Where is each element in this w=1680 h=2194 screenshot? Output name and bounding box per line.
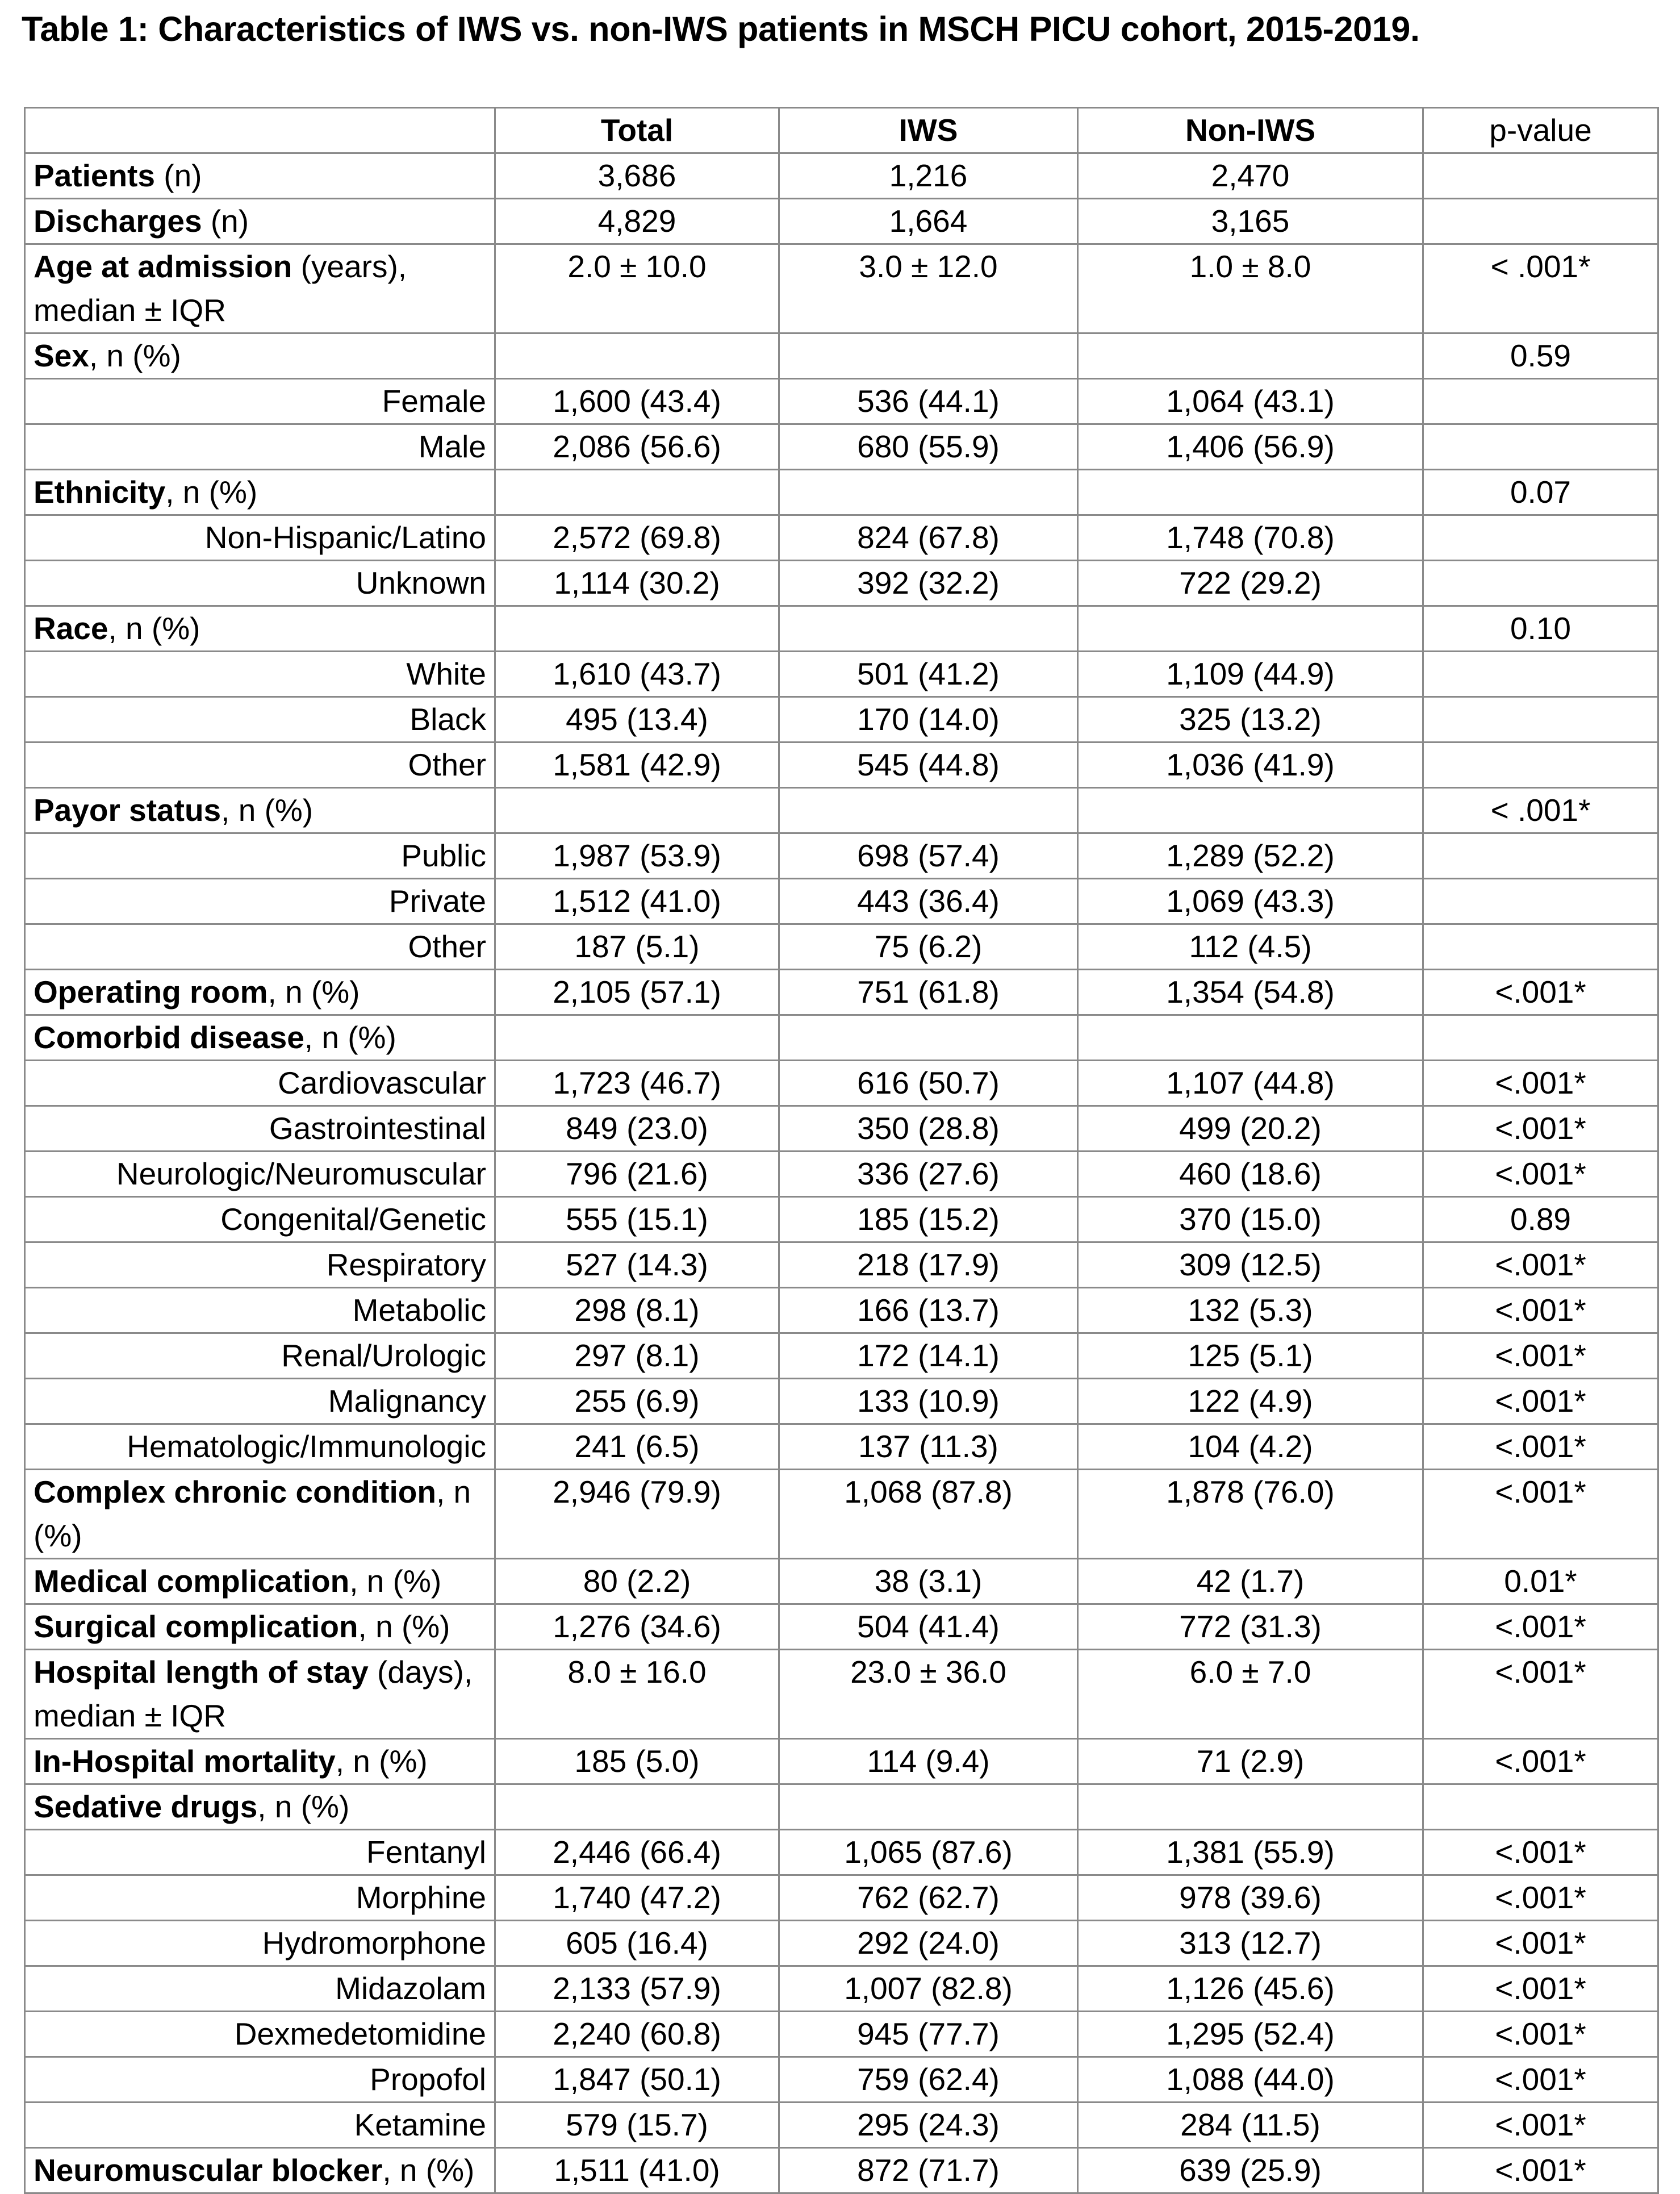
- header-cell-p-value: p-value: [1423, 108, 1658, 153]
- row-label: [25, 1559, 495, 1604]
- table-row: [25, 1197, 1658, 1242]
- cell-iws: [779, 470, 1078, 515]
- cell-p-value: [1423, 652, 1658, 697]
- cell-iws: 392 (32.2): [779, 561, 1078, 606]
- cell-total: 2,446 (66.4): [495, 1830, 779, 1875]
- table-title: Table 1: Characteristics of IWS vs. non-IWS patients in MSCH PICU cohort, 2015-2019.: [22, 10, 1420, 48]
- cell-iws: 292 (24.0): [779, 1921, 1078, 1966]
- cell-p-value: [1423, 424, 1658, 470]
- cell-p-value: 0.01*: [1423, 1559, 1658, 1604]
- cell-iws: 23.0 ± 36.0: [779, 1650, 1078, 1739]
- row-sublabel: Morphine: [25, 1875, 495, 1921]
- row-label-bold: Age at admission: [34, 249, 292, 284]
- cell-p-value: <.001*: [1423, 2148, 1658, 2193]
- table-row: [25, 379, 1658, 424]
- header-cell-non-iws: Non-IWS: [1078, 108, 1423, 153]
- cell-non-iws: 1,354 (54.8): [1078, 970, 1423, 1015]
- row-sublabel: Midazolam: [25, 1966, 495, 2012]
- cell-total: 1,610 (43.7): [495, 652, 779, 697]
- table-row: [25, 1152, 1658, 1197]
- row-sublabel: Fentanyl: [25, 1830, 495, 1875]
- row-sublabel: Metabolic: [25, 1288, 495, 1333]
- cell-iws: 872 (71.7): [779, 2148, 1078, 2193]
- table-row: [25, 1015, 1658, 1061]
- cell-total: 255 (6.9): [495, 1379, 779, 1424]
- cell-total: [495, 1015, 779, 1061]
- cell-non-iws: 325 (13.2): [1078, 697, 1423, 743]
- cell-total: 495 (13.4): [495, 697, 779, 743]
- row-label-bold: Discharges: [34, 203, 202, 239]
- cell-p-value: <.001*: [1423, 1650, 1658, 1739]
- row-sublabel: White: [25, 652, 495, 697]
- row-label-bold: In-Hospital mortality: [34, 1743, 336, 1779]
- cell-non-iws: 1,295 (52.4): [1078, 2012, 1423, 2057]
- row-label-bold: Complex chronic condition: [34, 1474, 436, 1509]
- table-row: [25, 1470, 1658, 1559]
- row-label-detail: , n (%): [358, 1609, 450, 1644]
- cell-total: 1,581 (42.9): [495, 743, 779, 788]
- cell-p-value: <.001*: [1423, 1061, 1658, 1106]
- row-label-detail: , n (%): [349, 1563, 442, 1599]
- cell-total: 2.0 ± 10.0: [495, 244, 779, 333]
- cell-iws: 185 (15.2): [779, 1197, 1078, 1242]
- row-label: [25, 788, 495, 833]
- cell-p-value: <.001*: [1423, 1288, 1658, 1333]
- cell-non-iws: 370 (15.0): [1078, 1197, 1423, 1242]
- cell-non-iws: 1,878 (76.0): [1078, 1470, 1423, 1559]
- cell-iws: 170 (14.0): [779, 697, 1078, 743]
- cell-p-value: <.001*: [1423, 1424, 1658, 1470]
- cell-iws: 824 (67.8): [779, 515, 1078, 561]
- row-sublabel: Private: [25, 879, 495, 924]
- cell-iws: 1,664: [779, 199, 1078, 244]
- row-label: [25, 470, 495, 515]
- row-label-bold: Operating room: [34, 974, 268, 1010]
- row-sublabel: Gastrointestinal: [25, 1106, 495, 1152]
- cell-iws: 166 (13.7): [779, 1288, 1078, 1333]
- cell-total: 297 (8.1): [495, 1333, 779, 1379]
- row-label-bold: Race: [34, 611, 108, 646]
- row-sublabel: Other: [25, 743, 495, 788]
- cell-non-iws: 309 (12.5): [1078, 1242, 1423, 1288]
- row-sublabel: Male: [25, 424, 495, 470]
- row-label-bold: Payor status: [34, 792, 222, 828]
- table-row: [25, 1966, 1658, 2012]
- cell-iws: 945 (77.7): [779, 2012, 1078, 2057]
- row-sublabel: Unknown: [25, 561, 495, 606]
- cell-p-value: 0.07: [1423, 470, 1658, 515]
- cell-non-iws: [1078, 1784, 1423, 1830]
- row-label-bold: Neuromuscular blocker: [34, 2153, 383, 2188]
- cell-p-value: [1423, 697, 1658, 743]
- cell-total: 4,829: [495, 199, 779, 244]
- cell-iws: 1,065 (87.6): [779, 1830, 1078, 1875]
- cell-total: 1,723 (46.7): [495, 1061, 779, 1106]
- cell-total: 1,847 (50.1): [495, 2057, 779, 2103]
- cell-total: 2,086 (56.6): [495, 424, 779, 470]
- cell-total: 2,946 (79.9): [495, 1470, 779, 1559]
- cell-non-iws: 722 (29.2): [1078, 561, 1423, 606]
- table-body: [25, 153, 1658, 2193]
- cell-p-value: <.001*: [1423, 2103, 1658, 2148]
- table-row: [25, 1242, 1658, 1288]
- table-row: [25, 1921, 1658, 1966]
- cell-non-iws: 313 (12.7): [1078, 1921, 1423, 1966]
- row-label-detail: , n (%): [382, 2153, 475, 2188]
- table-row: [25, 153, 1658, 199]
- cell-p-value: < .001*: [1423, 788, 1658, 833]
- cell-non-iws: 460 (18.6): [1078, 1152, 1423, 1197]
- cell-total: [495, 788, 779, 833]
- cell-non-iws: 639 (25.9): [1078, 2148, 1423, 2193]
- cell-non-iws: 2,470: [1078, 153, 1423, 199]
- cell-total: 298 (8.1): [495, 1288, 779, 1333]
- row-sublabel: Neurologic/Neuromuscular: [25, 1152, 495, 1197]
- cell-p-value: [1423, 1015, 1658, 1061]
- cell-iws: 38 (3.1): [779, 1559, 1078, 1604]
- cell-non-iws: 1,381 (55.9): [1078, 1830, 1423, 1875]
- cell-p-value: <.001*: [1423, 1830, 1658, 1875]
- cell-non-iws: 284 (11.5): [1078, 2103, 1423, 2148]
- cell-total: 2,133 (57.9): [495, 1966, 779, 2012]
- cell-non-iws: 42 (1.7): [1078, 1559, 1423, 1604]
- row-sublabel: Ketamine: [25, 2103, 495, 2148]
- row-sublabel: Hydromorphone: [25, 1921, 495, 1966]
- cell-total: 1,512 (41.0): [495, 879, 779, 924]
- cell-p-value: <.001*: [1423, 1921, 1658, 1966]
- row-label-bold: Sedative drugs: [34, 1789, 258, 1824]
- cell-non-iws: 132 (5.3): [1078, 1288, 1423, 1333]
- row-sublabel: Other: [25, 924, 495, 970]
- cell-p-value: <.001*: [1423, 1379, 1658, 1424]
- cell-total: 3,686: [495, 153, 779, 199]
- cell-total: 2,572 (69.8): [495, 515, 779, 561]
- table-row: [25, 970, 1658, 1015]
- cell-p-value: [1423, 924, 1658, 970]
- row-sublabel: Propofol: [25, 2057, 495, 2103]
- row-label: [25, 970, 495, 1015]
- table-row: [25, 561, 1658, 606]
- cell-total: 80 (2.2): [495, 1559, 779, 1604]
- cell-p-value: [1423, 743, 1658, 788]
- table-row: [25, 2103, 1658, 2148]
- row-sublabel: Dexmedetomidine: [25, 2012, 495, 2057]
- cell-non-iws: 1,126 (45.6): [1078, 1966, 1423, 2012]
- cell-p-value: 0.10: [1423, 606, 1658, 652]
- row-label: [25, 333, 495, 379]
- table-row: [25, 333, 1658, 379]
- table-row: [25, 424, 1658, 470]
- row-label-detail: (years), median ± IQR: [34, 249, 407, 328]
- cell-iws: 545 (44.8): [779, 743, 1078, 788]
- row-label-detail: , n (%): [34, 1474, 471, 1553]
- row-label-bold: Ethnicity: [34, 474, 166, 510]
- cell-iws: 680 (55.9): [779, 424, 1078, 470]
- cell-non-iws: 104 (4.2): [1078, 1424, 1423, 1470]
- row-sublabel: Public: [25, 833, 495, 879]
- cell-p-value: <.001*: [1423, 1739, 1658, 1784]
- row-sublabel: Female: [25, 379, 495, 424]
- table-row: [25, 1379, 1658, 1424]
- cell-iws: 1,007 (82.8): [779, 1966, 1078, 2012]
- cell-p-value: <.001*: [1423, 1242, 1658, 1288]
- row-label-detail: , n (%): [304, 1020, 396, 1055]
- cell-total: 185 (5.0): [495, 1739, 779, 1784]
- cell-p-value: <.001*: [1423, 2057, 1658, 2103]
- table-row: [25, 788, 1658, 833]
- cell-non-iws: [1078, 333, 1423, 379]
- cell-iws: 218 (17.9): [779, 1242, 1078, 1288]
- cell-total: [495, 470, 779, 515]
- cell-p-value: [1423, 515, 1658, 561]
- cell-iws: 172 (14.1): [779, 1333, 1078, 1379]
- cell-non-iws: [1078, 606, 1423, 652]
- row-label: [25, 1650, 495, 1739]
- cell-p-value: [1423, 561, 1658, 606]
- cell-total: 8.0 ± 16.0: [495, 1650, 779, 1739]
- cell-non-iws: 1,748 (70.8): [1078, 515, 1423, 561]
- cell-iws: 759 (62.4): [779, 2057, 1078, 2103]
- cell-iws: 443 (36.4): [779, 879, 1078, 924]
- header-cell-total: Total: [495, 108, 779, 153]
- row-label-detail: , n (%): [165, 474, 258, 510]
- row-sublabel: Black: [25, 697, 495, 743]
- cell-iws: 698 (57.4): [779, 833, 1078, 879]
- cell-non-iws: 125 (5.1): [1078, 1333, 1423, 1379]
- cell-total: 1,600 (43.4): [495, 379, 779, 424]
- cell-total: 241 (6.5): [495, 1424, 779, 1470]
- cell-non-iws: [1078, 1015, 1423, 1061]
- cell-total: 1,511 (41.0): [495, 2148, 779, 2193]
- row-sublabel: Respiratory: [25, 1242, 495, 1288]
- row-sublabel: Non-Hispanic/Latino: [25, 515, 495, 561]
- cell-non-iws: 499 (20.2): [1078, 1106, 1423, 1152]
- row-sublabel: Congenital/Genetic: [25, 1197, 495, 1242]
- table-row: [25, 2012, 1658, 2057]
- cell-p-value: <.001*: [1423, 1966, 1658, 2012]
- row-label-bold: Comorbid disease: [34, 1020, 304, 1055]
- cell-iws: 3.0 ± 12.0: [779, 244, 1078, 333]
- table-row: [25, 1559, 1658, 1604]
- cell-iws: [779, 606, 1078, 652]
- row-label: [25, 153, 495, 199]
- cell-iws: 1,216: [779, 153, 1078, 199]
- cell-p-value: <.001*: [1423, 1106, 1658, 1152]
- header-cell-label: [25, 108, 495, 153]
- table-row: [25, 1650, 1658, 1739]
- row-label-detail: (days), median ± IQR: [34, 1654, 473, 1733]
- cell-total: 2,105 (57.1): [495, 970, 779, 1015]
- row-sublabel: Malignancy: [25, 1379, 495, 1424]
- table-row: [25, 2057, 1658, 2103]
- cell-iws: [779, 788, 1078, 833]
- cell-non-iws: 1,088 (44.0): [1078, 2057, 1423, 2103]
- row-label: [25, 2148, 495, 2193]
- characteristics-table: [24, 107, 1659, 2194]
- table-row: [25, 652, 1658, 697]
- cell-total: 187 (5.1): [495, 924, 779, 970]
- cell-total: 1,987 (53.9): [495, 833, 779, 879]
- table-row: [25, 924, 1658, 970]
- row-label-bold: Patients: [34, 158, 155, 193]
- cell-iws: [779, 333, 1078, 379]
- table-row: [25, 1739, 1658, 1784]
- row-label: [25, 1015, 495, 1061]
- row-label-detail: , n (%): [221, 792, 314, 828]
- row-label: [25, 1784, 495, 1830]
- cell-non-iws: 6.0 ± 7.0: [1078, 1650, 1423, 1739]
- cell-p-value: <.001*: [1423, 1333, 1658, 1379]
- cell-total: 1,740 (47.2): [495, 1875, 779, 1921]
- cell-non-iws: 3,165: [1078, 199, 1423, 244]
- cell-p-value: [1423, 1784, 1658, 1830]
- table-row: [25, 2148, 1658, 2193]
- row-label-bold: Medical complication: [34, 1563, 350, 1599]
- row-label: [25, 606, 495, 652]
- cell-iws: 536 (44.1): [779, 379, 1078, 424]
- table-row: [25, 470, 1658, 515]
- table-row: [25, 1875, 1658, 1921]
- table-row: [25, 1830, 1658, 1875]
- table-row: [25, 879, 1658, 924]
- row-label-detail: , n (%): [257, 1789, 350, 1824]
- cell-non-iws: 1,406 (56.9): [1078, 424, 1423, 470]
- cell-non-iws: [1078, 788, 1423, 833]
- cell-non-iws: [1078, 470, 1423, 515]
- table-row: [25, 1333, 1658, 1379]
- table-row: [25, 1424, 1658, 1470]
- cell-p-value: <.001*: [1423, 1604, 1658, 1650]
- table-row: [25, 244, 1658, 333]
- table-row: [25, 833, 1658, 879]
- cell-p-value: <.001*: [1423, 2012, 1658, 2057]
- cell-iws: 616 (50.7): [779, 1061, 1078, 1106]
- row-sublabel: Cardiovascular: [25, 1061, 495, 1106]
- cell-iws: 133 (10.9): [779, 1379, 1078, 1424]
- row-label-detail: , n (%): [335, 1743, 428, 1779]
- cell-total: 1,276 (34.6): [495, 1604, 779, 1650]
- row-label-detail: (n): [202, 203, 249, 239]
- cell-p-value: <.001*: [1423, 1470, 1658, 1559]
- header-cell-iws: IWS: [779, 108, 1078, 153]
- cell-non-iws: 1,036 (41.9): [1078, 743, 1423, 788]
- cell-iws: [779, 1784, 1078, 1830]
- header-row: [25, 108, 1658, 153]
- cell-iws: 336 (27.6): [779, 1152, 1078, 1197]
- cell-non-iws: 1,109 (44.9): [1078, 652, 1423, 697]
- cell-total: [495, 333, 779, 379]
- cell-total: 555 (15.1): [495, 1197, 779, 1242]
- table-row: [25, 199, 1658, 244]
- cell-total: 796 (21.6): [495, 1152, 779, 1197]
- cell-iws: 751 (61.8): [779, 970, 1078, 1015]
- cell-p-value: < .001*: [1423, 244, 1658, 333]
- cell-total: [495, 606, 779, 652]
- cell-iws: 762 (62.7): [779, 1875, 1078, 1921]
- cell-iws: [779, 1015, 1078, 1061]
- cell-p-value: [1423, 833, 1658, 879]
- cell-total: 527 (14.3): [495, 1242, 779, 1288]
- cell-total: 605 (16.4): [495, 1921, 779, 1966]
- row-label-detail: , n (%): [108, 611, 200, 646]
- cell-non-iws: 1,107 (44.8): [1078, 1061, 1423, 1106]
- cell-p-value: [1423, 153, 1658, 199]
- cell-iws: 137 (11.3): [779, 1424, 1078, 1470]
- row-label-detail: (n): [154, 158, 202, 193]
- row-label: [25, 244, 495, 333]
- row-label: [25, 1470, 495, 1559]
- cell-iws: 350 (28.8): [779, 1106, 1078, 1152]
- row-label-bold: Surgical complication: [34, 1609, 358, 1644]
- row-label-detail: , n (%): [268, 974, 360, 1010]
- cell-p-value: <.001*: [1423, 1152, 1658, 1197]
- row-sublabel: Renal/Urologic: [25, 1333, 495, 1379]
- cell-p-value: <.001*: [1423, 970, 1658, 1015]
- cell-total: 1,114 (30.2): [495, 561, 779, 606]
- cell-iws: 504 (41.4): [779, 1604, 1078, 1650]
- cell-non-iws: 112 (4.5): [1078, 924, 1423, 970]
- cell-total: 579 (15.7): [495, 2103, 779, 2148]
- table-row: [25, 1288, 1658, 1333]
- cell-non-iws: 1,289 (52.2): [1078, 833, 1423, 879]
- cell-total: 849 (23.0): [495, 1106, 779, 1152]
- cell-p-value: <.001*: [1423, 1875, 1658, 1921]
- cell-non-iws: 1.0 ± 8.0: [1078, 244, 1423, 333]
- row-label: [25, 199, 495, 244]
- table-row: [25, 606, 1658, 652]
- row-sublabel: Hematologic/Immunologic: [25, 1424, 495, 1470]
- cell-non-iws: 1,069 (43.3): [1078, 879, 1423, 924]
- row-label: [25, 1739, 495, 1784]
- row-label-bold: Sex: [34, 338, 89, 373]
- cell-iws: 295 (24.3): [779, 2103, 1078, 2148]
- cell-p-value: [1423, 199, 1658, 244]
- table-row: [25, 515, 1658, 561]
- row-label-detail: , n (%): [89, 338, 181, 373]
- row-label-bold: Hospital length of stay: [34, 1654, 369, 1690]
- cell-non-iws: 772 (31.3): [1078, 1604, 1423, 1650]
- cell-non-iws: 1,064 (43.1): [1078, 379, 1423, 424]
- cell-non-iws: 978 (39.6): [1078, 1875, 1423, 1921]
- table-row: [25, 743, 1658, 788]
- table-row: [25, 697, 1658, 743]
- cell-total: [495, 1784, 779, 1830]
- cell-iws: 75 (6.2): [779, 924, 1078, 970]
- cell-iws: 1,068 (87.8): [779, 1470, 1078, 1559]
- cell-p-value: 0.59: [1423, 333, 1658, 379]
- table-row: [25, 1784, 1658, 1830]
- cell-non-iws: 122 (4.9): [1078, 1379, 1423, 1424]
- cell-non-iws: 71 (2.9): [1078, 1739, 1423, 1784]
- cell-p-value: 0.89: [1423, 1197, 1658, 1242]
- cell-iws: 501 (41.2): [779, 652, 1078, 697]
- table-row: [25, 1106, 1658, 1152]
- table-row: [25, 1604, 1658, 1650]
- row-label: [25, 1604, 495, 1650]
- cell-total: 2,240 (60.8): [495, 2012, 779, 2057]
- cell-p-value: [1423, 379, 1658, 424]
- cell-iws: 114 (9.4): [779, 1739, 1078, 1784]
- cell-p-value: [1423, 879, 1658, 924]
- table-row: [25, 1061, 1658, 1106]
